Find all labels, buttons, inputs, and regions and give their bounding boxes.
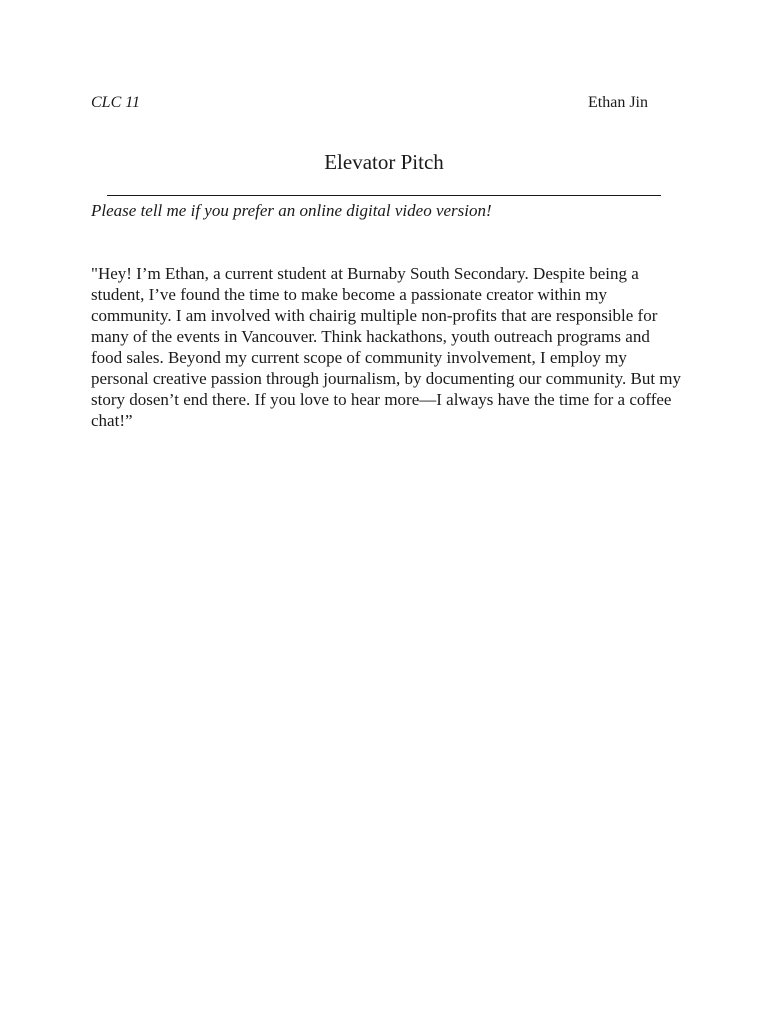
pitch-paragraph: "Hey! I’m Ethan, a current student at Burnaby South Secondary. Despite being a student, I’ve found the time to make become a passionate creator within my community. I am involved with chairig multiple non-profits that are responsible for many of the events in Vancouver. Think hackathons, youth outreach programs and food sales. Beyond my current scope of community involvement, I employ my personal creative passion through journalism, by documenting our community. But my story dosen’t end there. If you love to hear more—I always have the time for a coffee chat!” <box>91 264 682 430</box>
document-title: Elevator Pitch <box>324 150 444 174</box>
title-underline <box>107 195 661 196</box>
author-name: Ethan Jin <box>588 94 648 111</box>
course-code: CLC 11 <box>91 94 141 111</box>
request-note: Please tell me if you prefer an online digital video version! <box>91 201 492 220</box>
